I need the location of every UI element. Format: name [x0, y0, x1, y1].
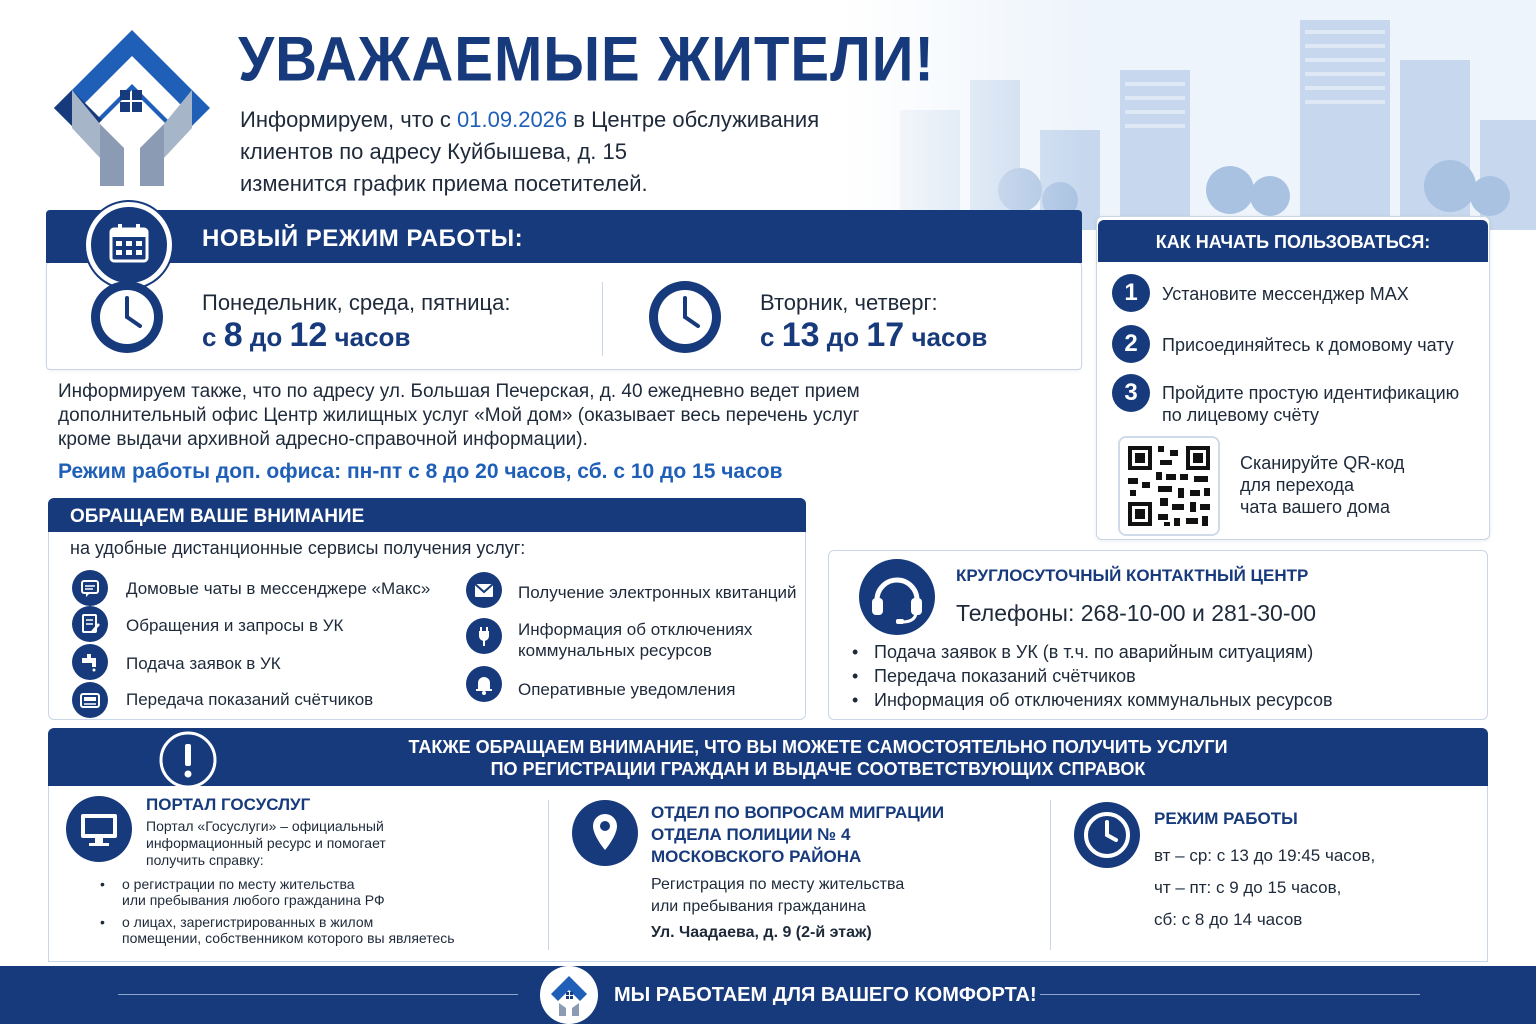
intro-text: Информируем, что с 01.09.2026 в Центре обслуживания клиентов по адресу Куйбышева, д. 15 изменится график приема посетителей.	[240, 107, 820, 196]
contact-center-title: КРУГЛОСУТОЧНЫЙ КОНТАКТНЫЙ ЦЕНТР	[956, 566, 1309, 585]
envelope-icon	[466, 572, 502, 608]
additional-office-hours: Режим работы доп. офиса: пн-пт с 8 до 20 часов, сб. с 10 до 15 часов	[58, 460, 783, 483]
schedule-days-mwf: Понедельник, среда, пятница:	[202, 290, 511, 315]
computer-monitor-icon	[66, 796, 132, 862]
phone-numbers[interactable]: 268-10-00 и 281-30-00	[1080, 600, 1317, 626]
bell-icon	[466, 666, 502, 702]
additional-office-info: Информируем также, что по адресу ул. Большая Печерская, д. 40 ежедневно ведет прием дополнительный офис Центр жилищных услуг «Мой дом» (оказывает весь перечень услуг кроме выдачи архивной адресно-справочной информации).	[58, 381, 860, 450]
portal-list-item: • о регистрации по месту жительства или пребывания любого гражданина РФ	[122, 876, 385, 908]
remote-services-title: ОБРАЩАЕМ ВАШЕ ВНИМАНИЕ	[70, 506, 365, 527]
portal-title: ПОРТАЛ ГОСУСЛУГ	[146, 795, 311, 814]
portal-list-item: • о лицах, зарегистрированных в жилом помещении, собственником которого вы являетесь	[122, 914, 455, 946]
footer-rule	[1040, 994, 1420, 995]
column-divider	[1050, 800, 1051, 950]
step-text-3: Пройдите простую идентификацию по лицевому счёту	[1162, 383, 1460, 425]
service-label: Передача показаний счётчиков	[126, 690, 374, 709]
footer-logo-icon	[540, 966, 598, 1024]
house-logo-icon	[52, 28, 212, 188]
contact-item: • Передача показаний счётчиков	[852, 666, 1136, 687]
office-hours-title: РЕЖИМ РАБОТЫ	[1154, 809, 1298, 828]
faucet-icon	[72, 644, 108, 680]
qr-instructions: Сканируйте QR-код для перехода чата вашего дома	[1240, 453, 1405, 517]
schedule-header-bar	[46, 210, 1082, 263]
office-hours-line: вт – ср: с 13 до 19:45 часов,	[1154, 846, 1376, 865]
meter-icon	[72, 682, 108, 718]
step-number-1: 1	[1112, 274, 1150, 312]
schedule-divider	[602, 282, 603, 356]
contact-phones: Телефоны: 268-10-00 и 281-30-00	[956, 600, 1317, 626]
office-hours-line: чт – пт: с 9 до 15 часов,	[1154, 878, 1342, 897]
schedule-hours-mwf: с 8 до 12 часов	[202, 316, 411, 354]
plug-icon	[466, 618, 502, 654]
contact-item: • Информация об отключениях коммунальных ресурсов	[852, 690, 1333, 711]
self-service-notice: ТАКЖЕ ОБРАЩАЕМ ВНИМАНИЕ, ЧТО ВЫ МОЖЕТЕ САМОСТОЯТЕЛЬНО ПОЛУЧИТЬ УСЛУГИ ПО РЕГИСТРАЦИИ ГРАЖДАН И ВЫДАЧЕ СООТВЕТСТВУЮЩИХ СПРАВОК	[408, 737, 1228, 779]
migration-description: Регистрация по месту жительства или пребывания гражданина	[651, 876, 905, 915]
service-label: Обращения и запросы в УК	[126, 616, 344, 635]
schedule-hours-tt: с 13 до 17 часов	[760, 316, 988, 354]
effective-date: 01.09.2026	[457, 107, 568, 132]
portal-description: Портал «Госуслуги» – официальный информационный ресурс и помогает получить справку:	[146, 818, 386, 868]
headset-icon	[858, 558, 936, 636]
migration-office-title: ОТДЕЛ ПО ВОПРОСАМ МИГРАЦИИ ОТДЕЛА ПОЛИЦИИ № 4 МОСКОВСКОГО РАЙОНА	[651, 803, 945, 866]
remote-services-header	[48, 498, 806, 532]
column-divider	[548, 800, 549, 950]
chat-icon	[72, 570, 108, 606]
clock-icon	[1074, 802, 1140, 868]
service-label: Домовые чаты в мессенджере «Макс»	[126, 579, 431, 598]
location-pin-icon	[572, 800, 638, 866]
footer-bar	[0, 966, 1536, 1024]
footer-rule	[118, 994, 518, 995]
page-title: УВАЖАЕМЫЕ ЖИТЕЛИ!	[238, 24, 935, 95]
step-text-2: Присоединяйтесь к домовому чату	[1162, 335, 1454, 355]
document-edit-icon	[72, 606, 108, 642]
how-to-start-header	[1098, 220, 1488, 262]
office-hours-line: сб: с 8 до 14 часов	[1154, 910, 1303, 929]
step-number-3: 3	[1112, 374, 1150, 412]
service-label: Подача заявок в УК	[126, 654, 281, 673]
clock-icon	[88, 278, 166, 356]
service-label: Информация об отключениях коммунальных ресурсов	[518, 620, 753, 660]
contact-item: • Подача заявок в УК (в т.ч. по аварийным ситуациям)	[852, 642, 1313, 663]
step-number-2: 2	[1112, 325, 1150, 363]
how-to-start-title: КАК НАЧАТЬ ПОЛЬЗОВАТЬСЯ:	[1155, 232, 1431, 252]
self-service-notice-bar	[48, 728, 1488, 786]
exclamation-icon	[158, 730, 218, 790]
clock-icon	[646, 278, 724, 356]
schedule-days-tt: Вторник, четверг:	[760, 290, 938, 315]
city-skyline-illustration	[840, 0, 1536, 230]
qr-code[interactable]	[1118, 436, 1220, 536]
calendar-icon	[86, 202, 172, 288]
footer-slogan: МЫ РАБОТАЕМ ДЛЯ ВАШЕГО КОМФОРТА!	[614, 984, 1037, 1006]
step-text-1: Установите мессенджер MAX	[1162, 284, 1409, 304]
service-label: Получение электронных квитанций	[518, 583, 797, 602]
schedule-title: НОВЫЙ РЕЖИМ РАБОТЫ:	[202, 225, 524, 252]
migration-address: Ул. Чаадаева, д. 9 (2-й этаж)	[651, 924, 872, 941]
remote-services-subtitle: на удобные дистанционные сервисы получения услуг:	[70, 538, 526, 558]
service-label: Оперативные уведомления	[518, 680, 736, 699]
